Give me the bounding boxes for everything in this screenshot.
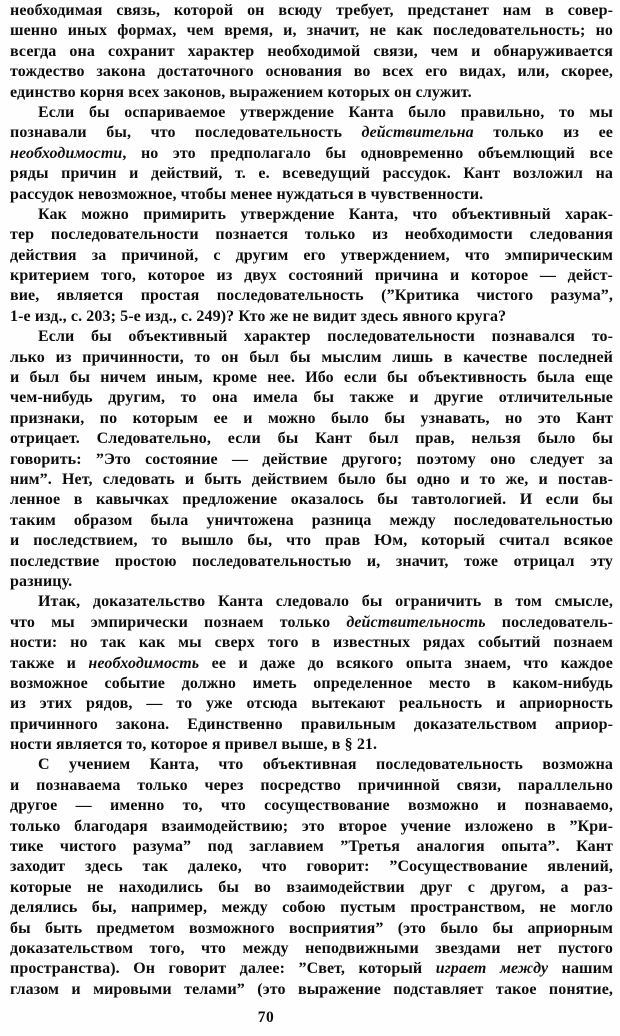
text-segment: и познаваема только через посредство причинной связи, параллельно xyxy=(10,776,613,794)
text-line xyxy=(10,42,613,62)
text-line xyxy=(10,307,613,327)
text-segment: ряды причин и действий, т. е. всеведущий рассудок. Кант возложил на xyxy=(10,165,613,183)
text-line xyxy=(10,490,613,510)
text-segment: ним”. Нет, следовать и быть действием было бы одно и то же, и постав- xyxy=(10,470,613,488)
text-line xyxy=(10,898,613,918)
text-line xyxy=(10,368,613,388)
text-line xyxy=(10,531,613,551)
text-segment: признаки, по которым ее и можно было бы узнавать, но это Кант xyxy=(10,409,613,427)
text-line xyxy=(10,919,613,939)
text-line xyxy=(10,205,613,225)
text-line xyxy=(10,123,613,143)
text-line xyxy=(10,83,613,103)
text-segment: познавали бы, что последовательность xyxy=(10,124,362,142)
text-line xyxy=(10,878,613,898)
text-segment: Как можно примирить утверждение Канта, что объективный харак- xyxy=(38,205,613,223)
text-line xyxy=(10,837,613,857)
paragraph xyxy=(10,205,613,327)
text-segment: и был бы ничем иным, кроме нее. Ибо если бы объективность была еще xyxy=(10,369,613,387)
emphasized-text: играет между xyxy=(435,960,549,978)
paragraph xyxy=(10,592,613,755)
text-segment: из этих рядов, — то уже отсюда вытекают реальность и априорность xyxy=(10,695,613,713)
text-segment: тике чистого разума” под заглавием ”Третья аналогия опыта”. Кант xyxy=(10,838,613,856)
text-segment: возможное событие должно иметь определенное место в каком-нибудь xyxy=(10,674,613,692)
page-number: 70 xyxy=(257,1009,275,1026)
paragraph xyxy=(10,755,613,1000)
text-line xyxy=(10,674,613,694)
text-line xyxy=(10,388,613,408)
text-segment: тождество закона достаточного основания во всех его видах, или, скорее, xyxy=(10,63,613,81)
text-line xyxy=(10,62,613,82)
emphasized-text: необходимости xyxy=(10,144,123,162)
text-line xyxy=(10,348,613,368)
text-line xyxy=(10,21,613,41)
text-segment: тер последовательности познается только из необходимости следования xyxy=(10,226,613,244)
text-line xyxy=(10,1,613,21)
text-line xyxy=(10,266,613,286)
text-segment: заходит здесь так далеко, что говорит: ”Сосуществование явлений, xyxy=(10,858,613,876)
text-segment: только из ее xyxy=(473,124,613,142)
text-line xyxy=(10,980,613,1000)
emphasized-text: действительна xyxy=(361,124,474,142)
text-segment: разницу. xyxy=(10,572,73,590)
text-segment: что мы эмпирически познаем только xyxy=(10,613,347,631)
text-segment: ности является то, которое я привел выше, в § 21. xyxy=(10,736,378,754)
text-line xyxy=(10,409,613,429)
text-line xyxy=(10,735,613,755)
text-segment: всегда она сохранит характер необходимой связи, чем и обнаруживается xyxy=(10,42,613,60)
text-segment: Если бы оспариваемое утверждение Канта было правильно, то мы xyxy=(38,103,613,121)
text-line xyxy=(10,715,613,735)
text-line xyxy=(10,633,613,653)
text-segment: необходимая связь, которой он всюду требует, предстанет нам в совер- xyxy=(10,2,613,19)
text-segment: , но это предполагало бы одновременно объемлющий все xyxy=(122,144,613,162)
text-segment: последствие простою последовательностью и, значит, тоже отрицал эту xyxy=(10,552,613,570)
text-line xyxy=(10,450,613,470)
text-segment: нашим xyxy=(548,960,613,978)
text-line xyxy=(10,939,613,959)
text-line xyxy=(10,857,613,877)
text-line xyxy=(10,552,613,572)
text-segment: глазом и мировыми телами” (это выражение подставляет такое понятие, xyxy=(10,980,613,998)
text-segment: отрицает. Следовательно, если бы Кант был прав, нельзя было бы xyxy=(10,430,613,448)
text-segment: критерием того, которое из двух состояний причина и которое — дейст- xyxy=(10,267,613,285)
text-line xyxy=(10,592,613,612)
text-segment: делялись бы, например, между собою пустым пространством, не могло xyxy=(10,899,613,917)
text-line xyxy=(10,327,613,347)
paragraph xyxy=(10,1,613,103)
text-line xyxy=(10,755,613,775)
text-line xyxy=(10,429,613,449)
text-segment: единство корня всех законов, выражением которых он служит. xyxy=(10,83,472,101)
paragraph xyxy=(10,103,613,205)
text-segment: причинного закона. Единственно правильным доказательством априор- xyxy=(10,715,613,733)
text-line xyxy=(10,470,613,490)
text-segment: последователь- xyxy=(485,613,613,631)
emphasized-text: действительность xyxy=(346,613,486,631)
text-line xyxy=(10,511,613,531)
text-segment: ности: но так как мы сверх того в известных рядах событий познаем xyxy=(10,634,613,652)
text-segment: которые не находились бы во взаимодействии друг с другом, а раз- xyxy=(10,878,613,896)
text-segment: С учением Канта, что объективная последовательность возможна xyxy=(38,756,613,774)
text-segment: говорить: ”Это состояние — действие другого; поэтому оно следует за xyxy=(10,450,613,468)
text-line xyxy=(10,613,613,633)
text-segment: рассудок невозможное, чтобы менее нуждаться в чувственности. xyxy=(10,185,484,203)
text-segment: 1-е изд., с. 203; 5-е изд., с. 249)? Кто же не видит здесь явного круга? xyxy=(10,307,507,325)
text-line xyxy=(10,776,613,796)
text-segment: лько из причинности, то он был бы мыслим лишь в качестве последней xyxy=(10,348,613,366)
text-segment: вие, является простая последовательность (”Критика чистого разума”, xyxy=(10,287,613,305)
text-segment: таким образом была уничтожена разница между последовательностью xyxy=(10,511,613,529)
emphasized-text: необходимость xyxy=(88,654,200,672)
text-line xyxy=(10,225,613,245)
text-block xyxy=(10,1,613,1000)
text-segment: и последствием, то вышло бы, что прав Юм, который считал всякое xyxy=(10,532,613,550)
text-segment: Итак, доказательство Канта следовало бы ограничить в том смысле, xyxy=(38,593,613,611)
text-line xyxy=(10,959,613,979)
text-line xyxy=(10,286,613,306)
text-line xyxy=(10,694,613,714)
text-line xyxy=(10,817,613,837)
text-segment: бы быть предметом возможного восприятия” (это было бы априорным xyxy=(10,919,613,937)
text-segment: чем-нибудь другим, то она имела бы также и другие отличительные xyxy=(10,389,613,407)
text-segment: другое — именно то, что сосуществование возможно и познаваемо, xyxy=(10,797,613,815)
text-line xyxy=(10,796,613,816)
text-line xyxy=(10,185,613,205)
paragraph xyxy=(10,327,613,592)
text-line xyxy=(10,144,613,164)
text-segment: доказательством того, что между неподвижными звездами нет пустого xyxy=(10,939,613,957)
text-line xyxy=(10,572,613,592)
text-segment: пространства). Он говорит далее: ”Свет, который xyxy=(10,960,436,978)
text-segment: ленное в кавычках предложение оказалось бы тавтологией. И если бы xyxy=(10,491,613,509)
text-line xyxy=(10,164,613,184)
text-line xyxy=(10,654,613,674)
text-segment: ее и даже до всякого опыта знаем, что каждое xyxy=(199,654,613,672)
text-segment: Если бы объективный характер последовательности познавался то- xyxy=(38,328,613,346)
text-line xyxy=(10,103,613,123)
text-segment: только благодаря взаимодействию; это второе учение изложено в ”Кри- xyxy=(10,817,613,835)
text-line xyxy=(10,246,613,266)
text-segment: также и xyxy=(10,654,89,672)
text-segment: шенно иных формах, чем время, и, значит, не как последовательность; но xyxy=(10,22,613,40)
text-segment: действия за причиной, с другим его утверждением, что эмпирическим xyxy=(10,246,613,264)
